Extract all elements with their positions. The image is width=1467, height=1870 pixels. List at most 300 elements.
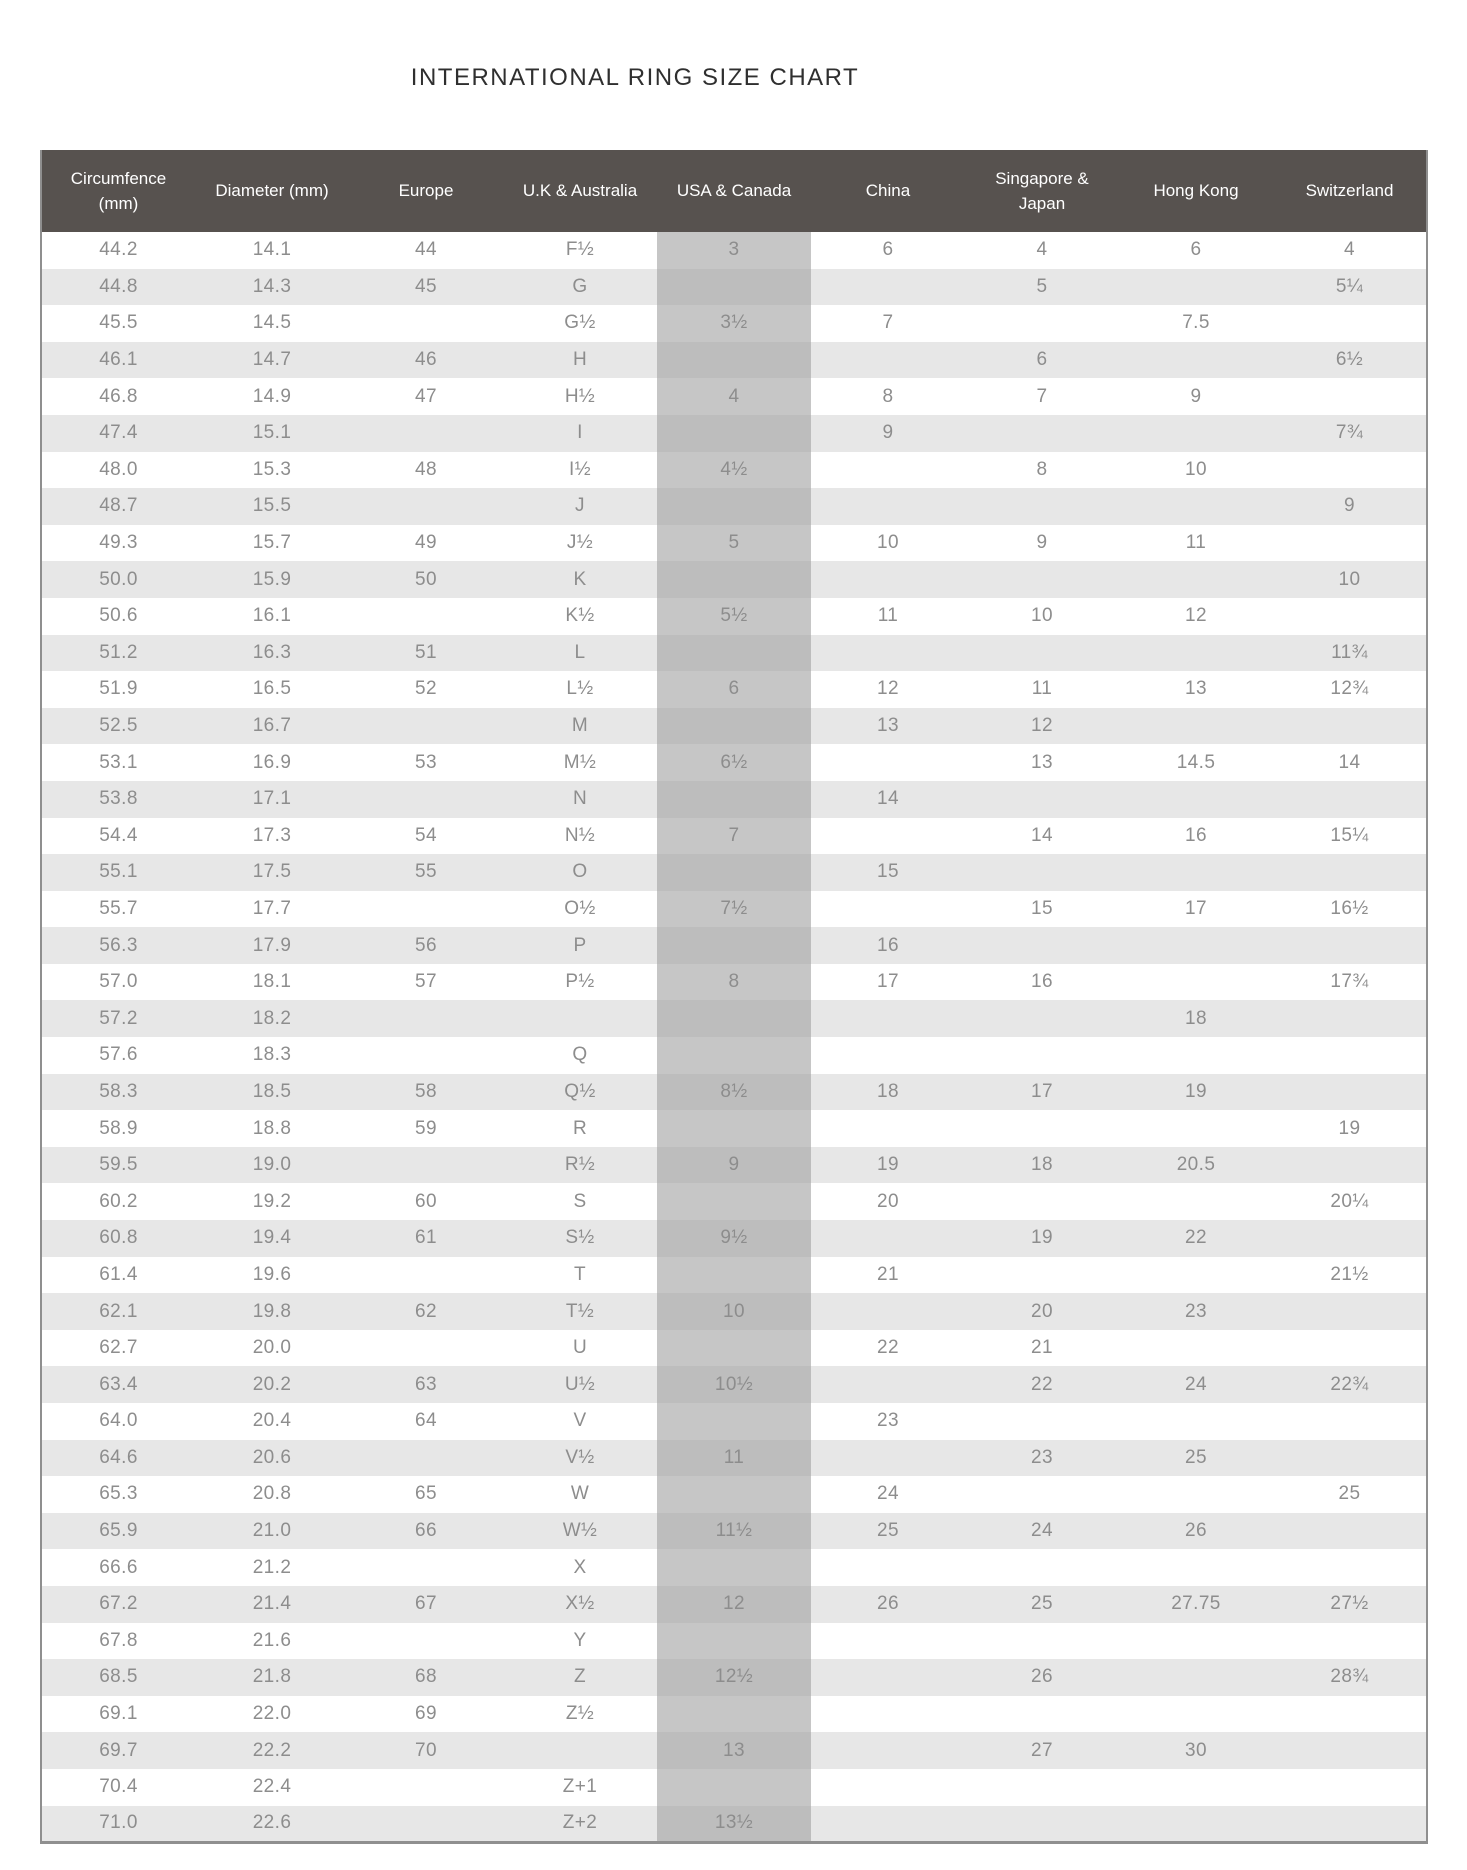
table-cell: I½	[569, 458, 591, 480]
table-row	[41, 1147, 1427, 1184]
table-cell: 18.3	[252, 1044, 292, 1066]
table-cell: 4½	[657, 452, 811, 489]
table-cell: 16½	[1330, 897, 1369, 919]
table-row	[41, 854, 1427, 891]
table-cell: 14.1	[252, 239, 292, 261]
table-row	[41, 1732, 1427, 1769]
table-cell: 12	[877, 678, 899, 700]
table-cell	[1273, 1732, 1427, 1769]
table-cell: 64	[415, 1410, 437, 1432]
table-cell: 8	[1036, 458, 1048, 480]
table-cell: 13	[1185, 678, 1207, 700]
table-row	[41, 1037, 1427, 1074]
table-cell: 8	[882, 385, 894, 407]
table-cell: 49	[415, 532, 437, 554]
table-cell	[965, 927, 1119, 964]
table-cell	[811, 635, 965, 672]
table-cell: 25	[877, 1520, 899, 1542]
table-row	[41, 964, 1427, 1001]
table-cell: 17.5	[252, 861, 292, 883]
table-cell: O	[572, 861, 588, 883]
column-header: China	[811, 150, 965, 232]
table-row	[41, 1074, 1427, 1111]
table-cell	[1273, 1806, 1427, 1843]
table-cell	[349, 598, 503, 635]
table-cell: 53.1	[99, 751, 138, 773]
table-cell: 17.9	[252, 934, 292, 956]
table-cell: 13	[877, 715, 899, 737]
table-cell: 20¼	[1330, 1190, 1369, 1212]
table-cell: P½	[565, 971, 595, 993]
table-cell: 11	[877, 605, 899, 627]
table-row	[41, 781, 1427, 818]
table-cell: 7	[1036, 385, 1048, 407]
table-cell: 64.6	[99, 1446, 138, 1468]
table-cell	[1273, 598, 1427, 635]
table-row	[41, 1549, 1427, 1586]
table-row	[41, 927, 1427, 964]
table-cell: 69.1	[99, 1703, 138, 1725]
table-cell: 22	[1185, 1227, 1207, 1249]
table-cell	[811, 744, 965, 781]
table-cell: 61.4	[99, 1263, 138, 1285]
table-cell	[657, 1623, 811, 1660]
table-cell: 67.2	[99, 1593, 138, 1615]
table-cell	[349, 708, 503, 745]
table-cell: 55	[415, 861, 437, 883]
table-cell: 70	[415, 1739, 437, 1761]
table-cell: 50.0	[99, 568, 138, 590]
table-cell: 19.4	[252, 1227, 292, 1249]
table-cell	[503, 1000, 657, 1037]
table-cell	[349, 1549, 503, 1586]
table-cell: 10	[877, 532, 899, 554]
table-row	[41, 1403, 1427, 1440]
table-cell	[349, 1440, 503, 1477]
table-cell: 15.5	[252, 495, 292, 517]
table-cell: U	[572, 1337, 588, 1359]
table-row	[41, 1696, 1427, 1733]
table-cell: 59	[415, 1117, 437, 1139]
table-cell: 11	[657, 1440, 811, 1477]
table-cell: 52	[415, 678, 437, 700]
table-row	[41, 1000, 1427, 1037]
table-row	[41, 1110, 1427, 1147]
table-cell	[1273, 1440, 1427, 1477]
table-cell: G½	[564, 312, 596, 334]
table-cell: 64.0	[99, 1410, 138, 1432]
table-cell: 9	[1190, 385, 1202, 407]
table-cell: 69	[415, 1703, 437, 1725]
table-cell	[811, 1769, 965, 1806]
table-cell: 53.8	[99, 788, 138, 810]
table-cell: 20.6	[252, 1446, 292, 1468]
table-cell: U½	[564, 1373, 596, 1395]
table-cell	[965, 561, 1119, 598]
table-cell: 68	[415, 1666, 437, 1688]
table-cell: M½	[563, 751, 597, 773]
table-cell: 14.5	[252, 312, 292, 334]
table-cell	[657, 781, 811, 818]
table-row	[41, 1257, 1427, 1294]
table-cell: 19	[1338, 1117, 1361, 1139]
table-cell: 20.5	[1176, 1154, 1216, 1176]
table-cell: 9½	[657, 1220, 811, 1257]
table-cell: Q½	[564, 1080, 596, 1102]
table-cell	[811, 1732, 965, 1769]
table-cell	[1119, 1623, 1273, 1660]
table-cell	[965, 488, 1119, 525]
table-cell: Z	[573, 1666, 586, 1688]
table-row	[41, 1183, 1427, 1220]
table-cell: 8½	[657, 1074, 811, 1111]
table-row	[41, 1330, 1427, 1367]
table-cell	[1119, 488, 1273, 525]
table-cell	[965, 1403, 1119, 1440]
table-cell: 8	[657, 964, 811, 1001]
table-cell	[349, 1806, 503, 1843]
table-cell	[811, 1623, 965, 1660]
table-cell	[349, 1000, 503, 1037]
table-cell: 15.7	[252, 532, 292, 554]
table-cell	[657, 1549, 811, 1586]
table-cell	[1119, 1549, 1273, 1586]
table-cell	[965, 415, 1119, 452]
table-cell	[965, 1110, 1119, 1147]
column-header: Switzerland	[1273, 150, 1427, 232]
table-cell: W½	[562, 1520, 598, 1542]
table-cell	[811, 561, 965, 598]
table-cell	[1119, 415, 1273, 452]
table-cell: 60.2	[99, 1190, 138, 1212]
table-cell: N	[572, 788, 588, 810]
table-cell	[1273, 525, 1427, 562]
table-cell: 7.5	[1182, 312, 1210, 334]
table-cell: F½	[565, 239, 595, 261]
table-cell: 62	[415, 1300, 437, 1322]
table-cell	[965, 1183, 1119, 1220]
table-cell: 17	[877, 971, 899, 993]
table-cell	[1119, 1403, 1273, 1440]
table-row	[41, 818, 1427, 855]
table-cell	[1273, 927, 1427, 964]
table-cell: 14.5	[1176, 751, 1216, 773]
table-cell	[965, 1769, 1119, 1806]
table-cell	[965, 1000, 1119, 1037]
table-cell: 51.9	[99, 678, 138, 700]
table-cell	[1119, 269, 1273, 306]
table-cell	[1119, 781, 1273, 818]
table-cell: 21	[877, 1263, 899, 1285]
table-cell: 48.7	[99, 495, 138, 517]
table-cell: 65	[415, 1483, 437, 1505]
table-cell	[349, 1037, 503, 1074]
table-cell: V½	[565, 1446, 595, 1468]
table-cell	[811, 269, 965, 306]
table-cell: 6	[1190, 239, 1202, 261]
table-cell	[1119, 1696, 1273, 1733]
table-row	[41, 708, 1427, 745]
table-cell: 56.3	[99, 934, 138, 956]
table-cell	[349, 1257, 503, 1294]
table-cell: O½	[564, 897, 596, 919]
table-cell: 19.2	[252, 1190, 292, 1212]
table-cell: 22¾	[1330, 1373, 1369, 1395]
table-cell: 57.6	[99, 1044, 138, 1066]
table-cell	[657, 1000, 811, 1037]
table-cell: 50	[415, 568, 437, 590]
table-cell: 63.4	[99, 1373, 138, 1395]
table-cell	[349, 891, 503, 928]
table-cell: 71.0	[99, 1812, 138, 1834]
table-cell	[349, 1147, 503, 1184]
table-cell: 20.4	[252, 1410, 292, 1432]
table-cell	[1273, 1403, 1427, 1440]
table-cell: L½	[566, 678, 594, 700]
table-row	[41, 1806, 1427, 1843]
table-cell	[1119, 1476, 1273, 1513]
table-cell: 9	[1036, 532, 1048, 554]
table-cell	[965, 1037, 1119, 1074]
table-cell: 22	[877, 1337, 899, 1359]
table-row	[41, 1623, 1427, 1660]
table-cell	[811, 1549, 965, 1586]
table-cell: 21.8	[252, 1666, 292, 1688]
table-cell: Q	[572, 1044, 588, 1066]
table-cell: 21	[1031, 1337, 1053, 1359]
table-cell	[811, 1806, 965, 1843]
table-cell: 68.5	[99, 1666, 138, 1688]
table-cell: 20.0	[252, 1337, 292, 1359]
table-cell: 12	[1031, 715, 1053, 737]
table-cell: 11½	[657, 1513, 811, 1550]
table-cell: 4	[1036, 239, 1048, 261]
table-cell: 5	[1036, 275, 1048, 297]
table-cell: 57.0	[99, 971, 138, 993]
table-cell	[657, 1769, 811, 1806]
table-cell: 26	[1031, 1666, 1053, 1688]
table-cell: Z½	[565, 1703, 595, 1725]
table-cell: R½	[564, 1154, 596, 1176]
table-row	[41, 1769, 1427, 1806]
table-cell: 5	[657, 525, 811, 562]
table-cell	[1273, 1147, 1427, 1184]
table-cell: 66	[415, 1520, 437, 1542]
table-cell: 46	[415, 349, 437, 371]
table-cell: 19.8	[252, 1300, 292, 1322]
table-row	[41, 744, 1427, 781]
table-cell: M	[571, 715, 589, 737]
table-cell: 48	[415, 458, 437, 480]
table-cell	[657, 488, 811, 525]
table-cell	[657, 708, 811, 745]
table-cell: 46.1	[99, 349, 138, 371]
table-cell: 13½	[657, 1806, 811, 1843]
table-cell: P	[573, 934, 587, 956]
table-cell	[811, 1220, 965, 1257]
table-row	[41, 342, 1427, 379]
table-cell	[811, 891, 965, 928]
column-header: USA & Canada	[657, 150, 811, 232]
table-cell	[811, 1293, 965, 1330]
table-cell: 20	[1031, 1300, 1053, 1322]
table-cell: 10	[657, 1293, 811, 1330]
table-cell: 56	[415, 934, 437, 956]
table-cell	[811, 1659, 965, 1696]
table-cell: 54	[415, 824, 437, 846]
table-cell: 24	[1185, 1373, 1207, 1395]
table-cell	[349, 305, 503, 342]
table-cell: 13	[657, 1732, 811, 1769]
table-cell: 6½	[657, 744, 811, 781]
table-cell: 10½	[657, 1366, 811, 1403]
table-cell: W	[570, 1483, 590, 1505]
table-cell	[965, 1549, 1119, 1586]
table-cell: 6	[882, 239, 894, 261]
table-cell: 18.5	[252, 1080, 292, 1102]
table-cell	[811, 1366, 965, 1403]
table-cell	[811, 1110, 965, 1147]
table-cell: 58.9	[99, 1117, 138, 1139]
table-cell: 14	[877, 788, 899, 810]
table-cell	[1273, 1696, 1427, 1733]
table-cell: 23	[877, 1410, 899, 1432]
table-cell: 51.2	[99, 641, 138, 663]
table-cell	[349, 1330, 503, 1367]
table-cell: 59.5	[99, 1154, 138, 1176]
table-cell: N½	[564, 824, 596, 846]
table-row	[41, 635, 1427, 672]
table-cell	[1273, 1293, 1427, 1330]
table-cell	[657, 1696, 811, 1733]
table-cell	[1119, 1330, 1273, 1367]
table-cell: 23	[1031, 1446, 1053, 1468]
table-cell: 57	[415, 971, 437, 993]
table-cell: 26	[1185, 1520, 1207, 1542]
table-cell	[1273, 1330, 1427, 1367]
table-cell: 20.8	[252, 1483, 292, 1505]
table-cell: 23	[1185, 1300, 1207, 1322]
table-cell	[657, 1257, 811, 1294]
table-row	[41, 305, 1427, 342]
table-cell	[1273, 1074, 1427, 1111]
table-header	[41, 150, 1427, 232]
table-cell: Z+2	[562, 1812, 598, 1834]
table-cell	[811, 452, 965, 489]
table-cell: 65.9	[99, 1520, 138, 1542]
table-cell: 50.6	[99, 605, 138, 627]
table-cell: 51	[415, 641, 437, 663]
table-cell: Z+1	[562, 1776, 598, 1798]
table-cell	[965, 1623, 1119, 1660]
table-cell: 48.0	[99, 458, 138, 480]
table-cell: 49.3	[99, 532, 138, 554]
table-cell: 19.0	[252, 1154, 292, 1176]
table-cell: T½	[565, 1300, 595, 1322]
table-cell: 44.8	[99, 275, 138, 297]
table-cell	[1119, 1257, 1273, 1294]
table-cell	[965, 305, 1119, 342]
table-row	[41, 1476, 1427, 1513]
table-cell: 15¼	[1330, 824, 1369, 846]
table-cell: X½	[565, 1593, 595, 1615]
table-cell: 14.3	[252, 275, 292, 297]
table-cell: 27	[1031, 1739, 1053, 1761]
table-cell: K½	[565, 605, 595, 627]
table-cell	[1119, 854, 1273, 891]
table-cell: 22.4	[252, 1776, 292, 1798]
table-cell: 62.7	[99, 1337, 138, 1359]
table-cell	[1273, 1000, 1427, 1037]
table-cell: 22.0	[252, 1703, 292, 1725]
table-cell	[657, 561, 811, 598]
table-row	[41, 1366, 1427, 1403]
table-cell: 18.8	[252, 1117, 292, 1139]
table-cell: 24	[877, 1483, 899, 1505]
table-row	[41, 378, 1427, 415]
table-cell: 12½	[657, 1659, 811, 1696]
table-cell: 18.2	[252, 1007, 292, 1029]
table-row	[41, 1659, 1427, 1696]
table-row	[41, 561, 1427, 598]
table-cell: 26	[877, 1593, 899, 1615]
table-cell: 61	[415, 1227, 437, 1249]
table-cell	[349, 1769, 503, 1806]
table-cell: 10	[1185, 458, 1207, 480]
table-cell: R	[572, 1117, 588, 1139]
table-cell	[965, 1696, 1119, 1733]
table-cell	[1273, 1623, 1427, 1660]
table-cell: 24	[1031, 1520, 1053, 1542]
table-cell	[657, 415, 811, 452]
table-cell: 25	[1031, 1593, 1053, 1615]
table-cell	[1119, 1183, 1273, 1220]
table-cell	[811, 818, 965, 855]
table-cell: 5¼	[1335, 275, 1364, 297]
table-cell: 17.3	[252, 824, 292, 846]
table-cell: 15.1	[252, 422, 292, 444]
table-cell	[1119, 1110, 1273, 1147]
table-cell	[1273, 1037, 1427, 1074]
table-cell	[657, 854, 811, 891]
table-cell: 15.3	[252, 458, 292, 480]
table-cell	[1119, 1659, 1273, 1696]
table-cell	[811, 1696, 965, 1733]
table-cell	[657, 1183, 811, 1220]
table-cell: 22.2	[252, 1739, 292, 1761]
table-cell: H	[572, 349, 588, 371]
table-cell: 9	[882, 422, 894, 444]
table-row	[41, 415, 1427, 452]
table-cell	[965, 1806, 1119, 1843]
table-cell	[657, 1330, 811, 1367]
table-cell: 25	[1338, 1483, 1361, 1505]
table-cell: 55.1	[99, 861, 138, 883]
table-cell: 5½	[657, 598, 811, 635]
table-cell: 11	[1031, 678, 1053, 700]
table-cell: 45	[415, 275, 437, 297]
table-cell: 60	[415, 1190, 437, 1212]
table-cell: 12	[657, 1586, 811, 1623]
table-cell: 6	[1036, 349, 1048, 371]
table-row	[41, 1293, 1427, 1330]
column-header: Singapore & Japan	[965, 150, 1119, 232]
table-row	[41, 671, 1427, 708]
table-cell: 7	[882, 312, 894, 334]
table-cell: 16.9	[252, 751, 292, 773]
column-header: Diameter (mm)	[195, 150, 349, 232]
table-cell: 13	[1031, 751, 1053, 773]
